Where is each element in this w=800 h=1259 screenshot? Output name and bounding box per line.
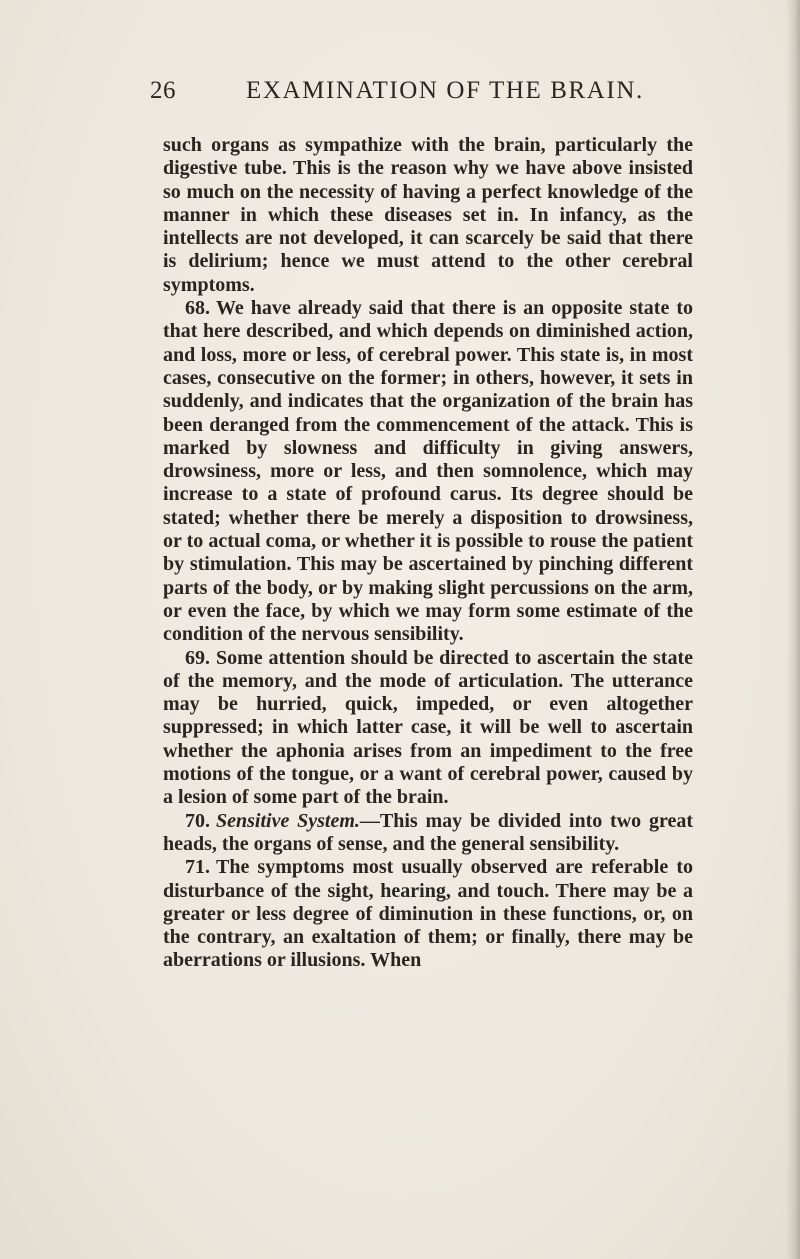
body-text xyxy=(163,134,693,973)
paragraph-continuation xyxy=(163,134,693,297)
paragraph-70 xyxy=(163,810,693,857)
paragraph-text: —This may be divided into two great heads, the organs of sense, and the general sensibility. xyxy=(163,809,693,855)
paragraph-69 xyxy=(163,647,693,810)
paragraph-text: Some attention should be directed to ascertain the state of the memory, and the mode of articulation. The utterance may be hurried, quick, impeded, or even altogether suppressed; in which latter case, it will be well to ascertain whether the aphonia arises from an impediment to the free motions of the tongue, or a want of cerebral power, caused by a lesion of some part of the brain. xyxy=(163,646,693,809)
running-head: EXAMINATION OF THE BRAIN. xyxy=(246,77,644,104)
section-lead: Sensitive System. xyxy=(216,809,360,832)
paragraph-number: 68. xyxy=(185,297,210,320)
page-number: 26 xyxy=(150,77,176,104)
paragraph-text: such organs as sympathize with the brain, particularly the digestive tube. This is the reason why we have above insisted so much on the necessity of having a perfect knowledge of the manner in which these diseases set in. In infancy, as the intellects are not developed, it can scarcely be said that there is delirium; hence we must attend to the other cerebral symptoms. xyxy=(163,134,693,296)
paragraph-68 xyxy=(163,297,693,646)
paragraph-71 xyxy=(163,856,693,972)
paragraph-number: 71. xyxy=(185,856,210,879)
page-edge-shadow xyxy=(786,0,800,1259)
paragraph-number: 70. xyxy=(185,809,210,832)
paragraph-number: 69. xyxy=(185,646,210,669)
page-header xyxy=(150,77,710,113)
paragraph-text: We have already said that there is an opposite state to that here described, and which depends on diminished action, and loss, more or less, of cerebral power. This state is, in most cases, consecutive on the former; in others, however, it sets in suddenly, and indicates that the organization of the brain has been deranged from the commencement of the attack. This is marked by slowness and difficulty in giving answers, drowsiness, more or less, and then somnolence, which may increase to a state of profound carus. Its degree should be stated; whether there be merely a disposition to drowsiness, or to actual coma, or whether it is possible to rouse the patient by stimulation. This may be ascertained by pinching different parts of the body, or by making slight percussions on the arm, or even the face, by which we may form some estimate of the condition of the nervous sensibility. xyxy=(163,297,693,646)
paragraph-text: The symptoms most usually observed are referable to disturbance of the sight, hearing, and touch. There may be a greater or less degree of diminution in these functions, or, on the contrary, an exaltation of them; or finally, there may be aberrations or illusions. When xyxy=(163,856,693,972)
